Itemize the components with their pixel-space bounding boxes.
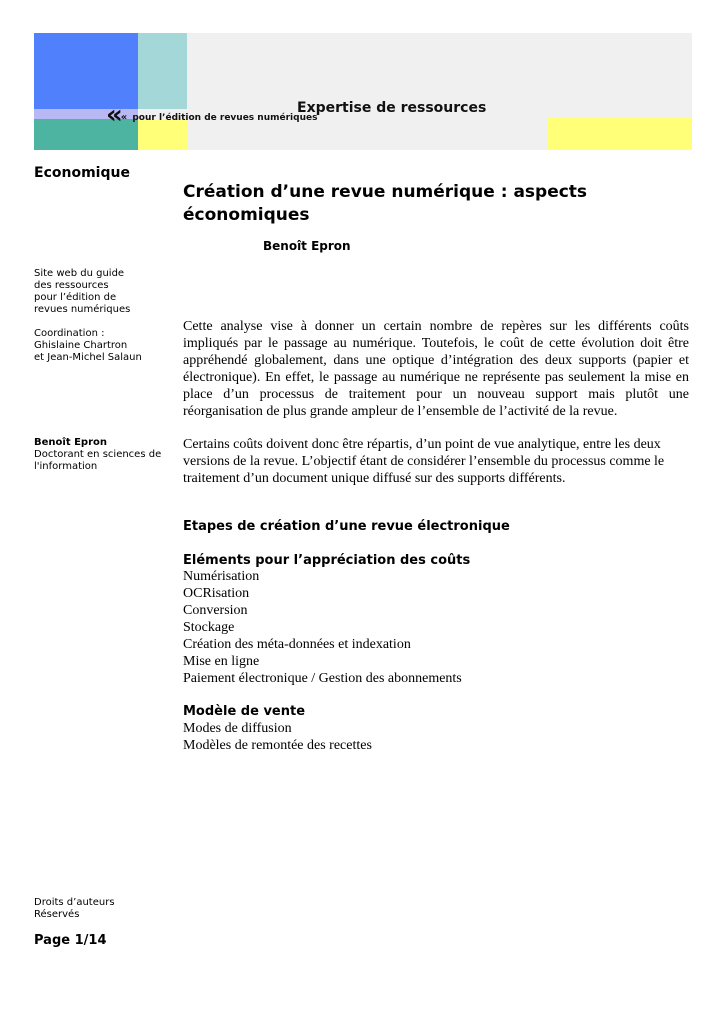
document-author: Benoît Epron [263,239,351,253]
sidebar-coordination-line: Ghislaine Chartron [34,340,128,351]
sidebar-coordination-line: Coordination : [34,328,105,339]
banner-block-blue [34,33,138,109]
banner-main-title: Expertise de ressources [297,100,487,116]
sidebar-site-line: Site web du guide [34,268,125,279]
sidebar-site-line: pour l’édition de [34,292,117,303]
list-item: Numérisation [183,569,260,584]
list-item: Stockage [183,620,235,635]
banner-small-chevrons: « [120,112,128,123]
page-number: Page 1/14 [34,933,107,948]
banner-block-yellow-right [548,118,692,150]
document-title: Création d’une revue numérique : aspects économiques [183,182,588,225]
list-item: Modes de diffusion [183,721,292,736]
sidebar-author-role-line: Doctorant en sciences de [34,449,162,460]
sidebar-author-name: Benoît Epron [34,437,107,448]
sales-model-list [183,720,689,754]
sidebar-site-line: des ressources [34,280,109,291]
banner-subtitle: pour l’édition de revues numériques [132,113,318,123]
list-item: Création des méta-données et indexation [183,637,411,652]
list-item: Modèles de remontée des recettes [183,738,372,753]
sidebar-coordination-line: et Jean-Michel Salaun [34,352,142,363]
sidebar-rights [34,897,166,921]
list-item: Mise en ligne [183,654,260,669]
sidebar-site-line: revues numériques [34,304,131,315]
sidebar-rights-line: Réservés [34,909,80,920]
banner-chevrons: « [106,100,117,130]
heading-cost-elements: Eléments pour l’appréciation des coûts [183,553,471,568]
banner-block-cyan [138,33,187,109]
heading-creation-steps: Etapes de création d’une revue électronique [183,519,510,534]
list-item: Paiement électronique / Gestion des abonnements [183,671,462,686]
heading-sales-model: Modèle de vente [183,704,306,719]
cost-elements-list [183,568,689,687]
list-item: OCRisation [183,586,250,601]
sidebar-rights-line: Droits d’auteurs [34,897,115,908]
banner-title [106,100,487,130]
second-paragraph: Certains coûts doivent donc être répartis, d’un point de vue analytique, entre les deux versions de la revue. L’objectif étant de considérer l’ensemble du processus comme le traitement d’un document unique diffusé sur des supports différents. [183,437,665,486]
sidebar-coordination [34,328,166,364]
intro-paragraph: Cette analyse vise à donner un certain nombre de repères sur les différents coûts impliqués par le passage au numérique. Toutefois, le coût de cette évolution doit être appréhendé globalement, dans une optique d’intégration des deux supports (papier et électronique). En effet, le passage au numérique ne représente pas seulement la mise en place d’un processus de traitement pour un nouveau support mais plutôt une réorganisation de plus grande ampleur de l’ensemble de l’activité de la revue. [183,319,689,419]
header-banner [34,33,692,150]
sidebar-author [34,437,166,473]
list-item: Conversion [183,603,248,618]
section-label: Economique [34,165,130,181]
sidebar-site-info [34,268,166,316]
sidebar-author-role-line: l'information [34,461,98,472]
